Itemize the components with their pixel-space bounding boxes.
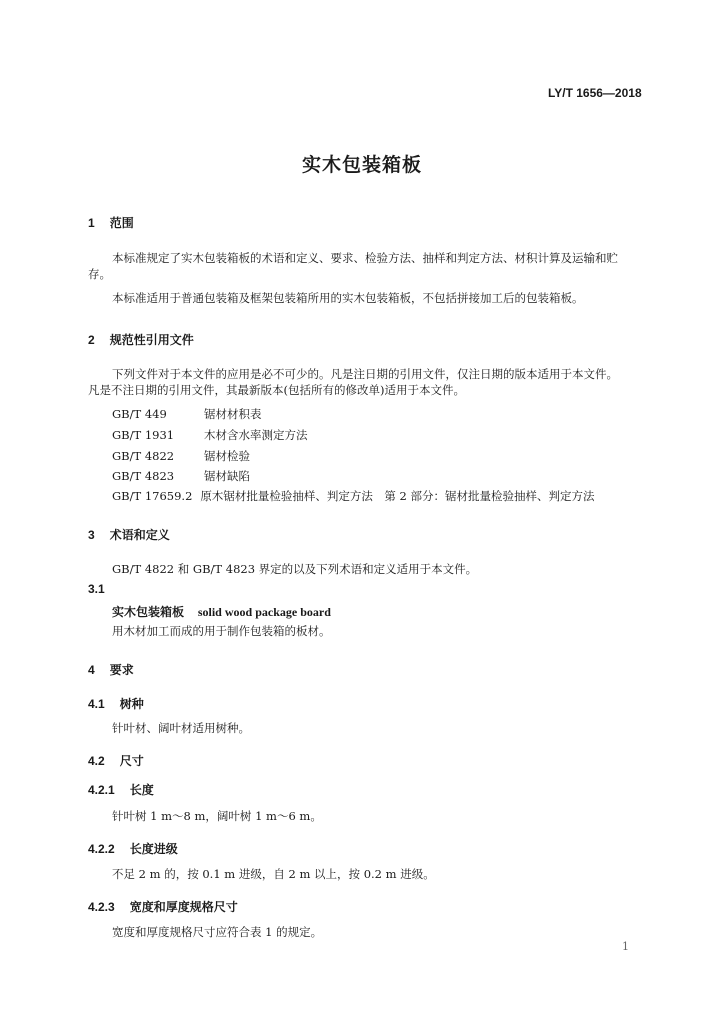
reference-code: GB/T 4822 [112, 449, 175, 463]
standard-id: LY/T 1656—2018 [548, 86, 642, 100]
subsection-title: 树种 [119, 697, 144, 711]
subsection-number: 4.2 [88, 754, 105, 768]
subsection-number: 4.2.1 [88, 783, 115, 797]
section-2-intro: 下列文件对于本文件的应用是必不可少的。凡是注日期的引用文件，仅注日期的版本适用于本文件。凡是不注日期的引用文件，其最新版本(包括所有的修改单)适用于本文件。 [88, 367, 618, 397]
reference-item [112, 406, 262, 422]
term-chinese: 实木包装箱板 [112, 605, 185, 619]
section-number: 4 [88, 663, 95, 677]
section-2-heading [88, 329, 194, 348]
subsection-4-2-2-heading [88, 838, 178, 857]
section-number: 2 [88, 333, 95, 347]
reference-item [112, 448, 250, 464]
reference-title: 锯材检验 [204, 449, 250, 463]
section-number: 3 [88, 528, 95, 542]
section-1-para-1: 本标准规定了实木包装箱板的术语和定义、要求、检验方法、抽样和判定方法、材积计算及运输和贮存。 [88, 251, 618, 281]
subsection-4-2-1-text: 针叶树 1 m～8 m，阔叶树 1 m～6 m。 [112, 809, 322, 823]
subsection-title: 长度 [129, 783, 154, 797]
reference-title: 锯材材积表 [204, 407, 262, 421]
subsection-title: 宽度和厚度规格尺寸 [129, 900, 238, 914]
section-title: 要求 [109, 663, 134, 677]
term-number: 3.1 [88, 582, 105, 596]
reference-item [112, 488, 595, 504]
reference-code: GB/T 1931 [112, 428, 175, 442]
reference-title: 木材含水率测定方法 [204, 428, 308, 442]
section-title: 规范性引用文件 [109, 333, 194, 347]
reference-title: 锯材缺陷 [204, 469, 250, 483]
reference-code: GB/T 449 [112, 407, 167, 421]
reference-item [112, 468, 250, 484]
term-definition: 用木材加工而成的用于制作包装箱的板材。 [112, 624, 331, 638]
section-title: 范围 [109, 216, 134, 230]
subsection-4-2-heading [88, 750, 144, 769]
section-1-para-2: 本标准适用于普通包装箱及框架包装箱所用的实木包装箱板，不包括拼接加工后的包装箱板。 [112, 291, 584, 305]
subsection-title: 尺寸 [119, 754, 144, 768]
subsection-4-2-1-heading [88, 779, 154, 798]
subsection-4-1-heading [88, 693, 144, 712]
term-english: solid wood package board [197, 605, 331, 619]
document-title: 实木包装箱板 [301, 154, 422, 176]
subsection-number: 4.2.2 [88, 842, 115, 856]
reference-item [112, 427, 308, 443]
subsection-number: 4.2.3 [88, 900, 115, 914]
reference-code: GB/T 4823 [112, 469, 175, 483]
subsection-number: 4.1 [88, 697, 105, 711]
section-3-heading [88, 524, 170, 543]
section-title: 术语和定义 [109, 528, 170, 542]
reference-title: 原木锯材批量检验抽样、判定方法 第 2 部分：锯材批量检验抽样、判定方法 [200, 489, 595, 503]
subsection-title: 长度进级 [129, 842, 178, 856]
subsection-4-2-2-text: 不足 2 m 的，按 0.1 m 进级，自 2 m 以上，按 0.2 m 进级。 [112, 867, 435, 881]
reference-code: GB/T 17659.2 [112, 489, 193, 503]
subsection-4-2-3-heading [88, 896, 238, 915]
subsection-4-1-text: 针叶材、阔叶材适用树种。 [112, 721, 250, 735]
term-entry [112, 603, 331, 620]
section-3-intro: GB/T 4822 和 GB/T 4823 界定的以及下列术语和定义适用于本文件。 [112, 562, 478, 576]
section-1-heading [88, 212, 134, 231]
section-4-heading [88, 659, 134, 678]
page-number: 1 [622, 940, 629, 953]
section-number: 1 [88, 216, 95, 230]
subsection-4-2-3-text: 宽度和厚度规格尺寸应符合表 1 的规定。 [112, 925, 323, 939]
